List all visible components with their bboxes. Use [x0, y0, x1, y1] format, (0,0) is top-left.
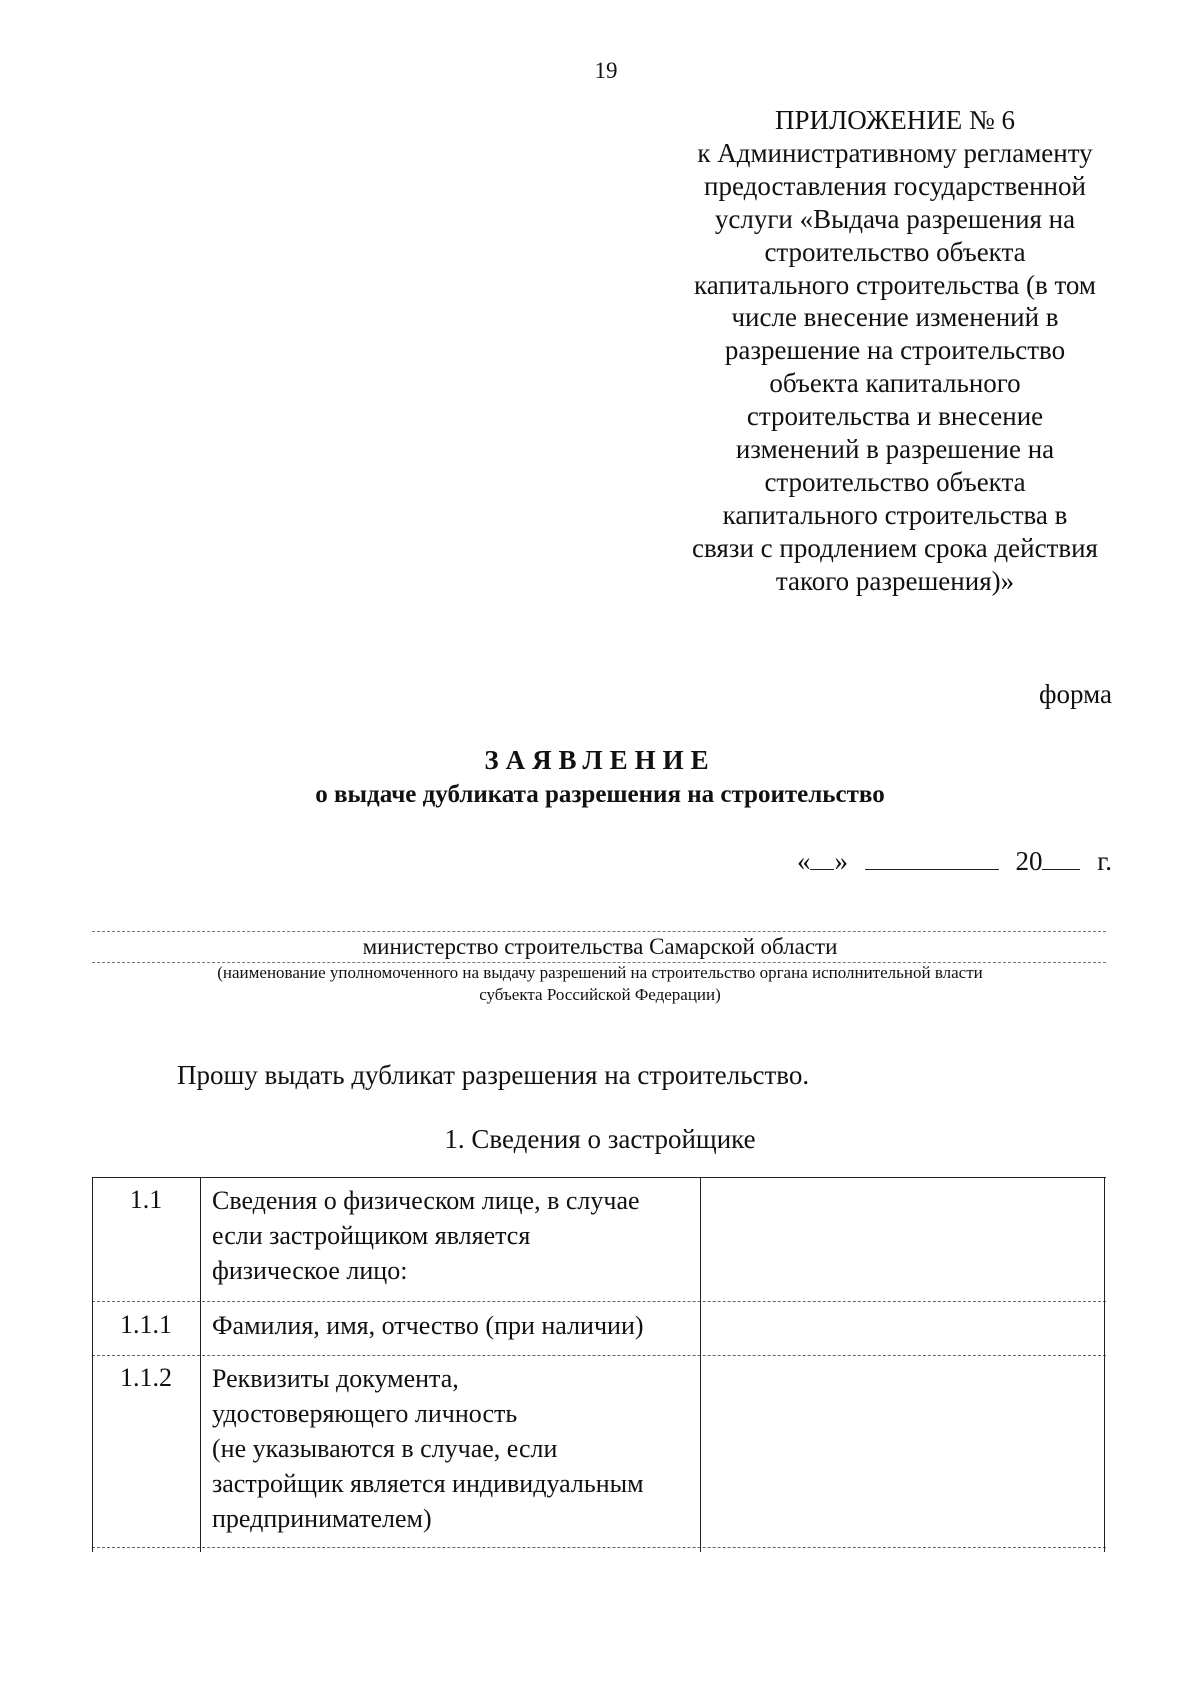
appendix-line: изменений в разрешение на: [735, 434, 1055, 465]
appendix-header: [665, 104, 1125, 598]
row-number: 1.1.1: [120, 1310, 172, 1339]
row-label-line: Реквизиты документа,: [212, 1364, 459, 1393]
appendix-line: капитального строительства (в том: [693, 269, 1097, 300]
row-label-line: если застройщиком является: [212, 1221, 531, 1250]
row-label-line: предпринимателем): [212, 1504, 432, 1533]
appendix-line: строительство объекта: [764, 466, 1026, 497]
document-subtitle: о выдаче дубликата разрешения на строительство: [315, 781, 885, 808]
request-text: Прошу выдать дубликат разрешения на строительство.: [177, 1060, 810, 1090]
value-cell[interactable]: [712, 1308, 1092, 1348]
appendix-line: ПРИЛОЖЕНИЕ № 6: [774, 105, 1016, 135]
page-number: 19: [594, 58, 618, 83]
authority-name: министерство строительства Самарской области: [362, 934, 838, 959]
appendix-line: к Административному регламенту: [697, 137, 1093, 168]
year-suffix: г.: [1097, 846, 1112, 876]
row-divider: [92, 1355, 1106, 1356]
row-label: [212, 1361, 697, 1536]
row-label: [212, 1308, 697, 1343]
value-cell[interactable]: [712, 1361, 1092, 1541]
date-line: [797, 843, 1112, 877]
appendix-line: предоставления государственной: [704, 170, 1086, 201]
authority-caption: [130, 962, 1070, 1006]
row-label-line: Фамилия, имя, отчество (при наличии): [212, 1311, 644, 1340]
month-blank[interactable]: [865, 843, 999, 870]
divider-line: [92, 931, 1106, 932]
value-cell[interactable]: [712, 1183, 1092, 1295]
developer-info-table: [92, 1177, 1106, 1552]
appendix-line: строительство объекта: [764, 236, 1026, 267]
authority-caption-line: (наименование уполномоченного на выдачу разрешений на строительство органа исполнительной власти: [217, 963, 983, 982]
document-title: ЗАЯВЛЕНИЕ: [484, 745, 716, 775]
appendix-line: строительства и внесение: [746, 401, 1044, 432]
date-open-quote: «: [796, 846, 811, 876]
authority-caption-line: субъекта Российской Федерации): [479, 985, 721, 1004]
table-border: [92, 1177, 1106, 1178]
appendix-line: числе внесение изменений в: [731, 302, 1059, 333]
form-label: форма: [1039, 679, 1112, 709]
row-label: [212, 1183, 697, 1288]
year-prefix: 20: [1015, 846, 1043, 876]
row-number: 1.1.2: [120, 1363, 172, 1392]
table-border: [1104, 1177, 1105, 1552]
appendix-line: такого разрешения)»: [775, 565, 1015, 596]
row-divider: [92, 1301, 1106, 1302]
row-label-line: Сведения о физическом лице, в случае: [212, 1186, 640, 1215]
row-label-line: удостоверяющего личность: [212, 1399, 518, 1428]
appendix-line: объекта капитального: [769, 368, 1021, 399]
row-label-line: физическое лицо:: [212, 1256, 408, 1285]
row-label-line: застройщик является индивидуальным: [212, 1469, 644, 1498]
year-blank[interactable]: [1042, 843, 1080, 870]
column-divider: [700, 1177, 701, 1552]
row-number: 1.1: [129, 1185, 163, 1214]
column-divider: [200, 1177, 201, 1552]
appendix-line: разрешение на строительство: [724, 335, 1066, 366]
date-close-quote: »: [834, 846, 848, 876]
table-border: [92, 1547, 1106, 1548]
day-blank[interactable]: [810, 843, 834, 870]
section-heading: 1. Сведения о застройщике: [444, 1124, 756, 1154]
row-label-line: (не указываются в случае, если: [212, 1434, 558, 1463]
appendix-line: услуги «Выдача разрешения на: [714, 203, 1076, 234]
appendix-line: капитального строительства в: [722, 499, 1068, 530]
appendix-line: связи с продлением срока действия: [692, 532, 1098, 563]
